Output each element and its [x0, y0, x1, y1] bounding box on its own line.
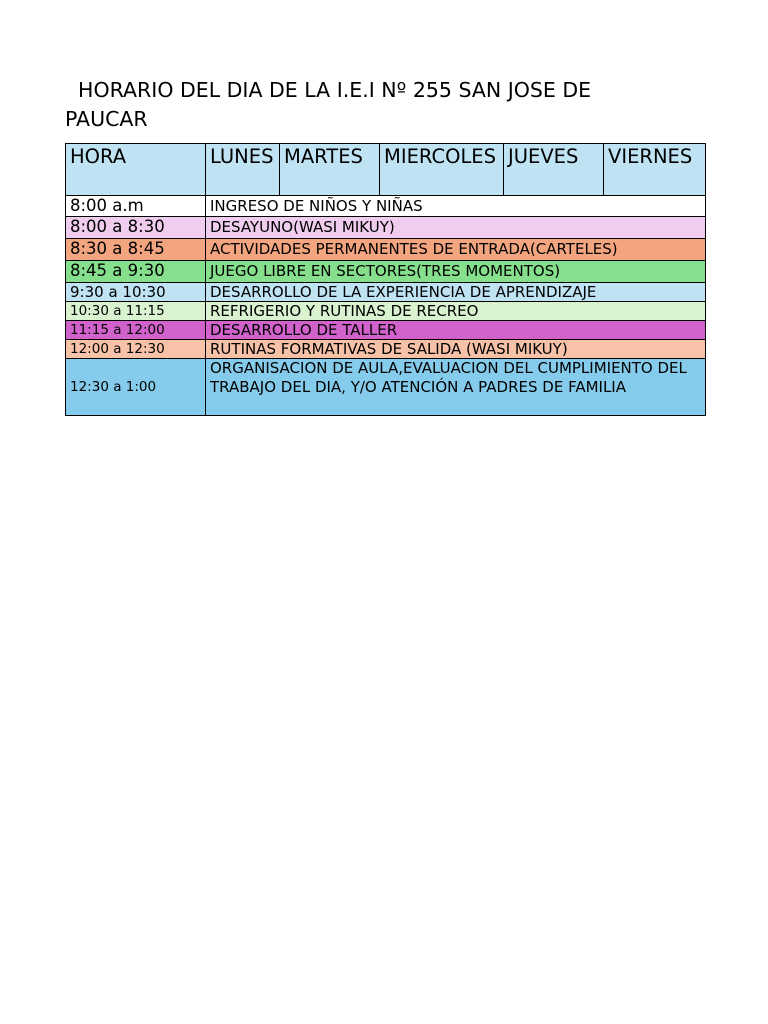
table-row — [66, 196, 706, 217]
row-activity: DESARROLLO DE TALLER — [206, 321, 706, 340]
header-jueves: JUEVES — [504, 144, 604, 196]
row-activity: ORGANISACION DE AULA,EVALUACION DEL CUMPLIMIENTO DEL TRABAJO DEL DIA, Y/O ATENCIÓN A PADRES DE FAMILIA — [206, 359, 706, 416]
row-activity: REFRIGERIO Y RUTINAS DE RECREO — [206, 302, 706, 321]
row-time: 8:45 a 9:30 — [66, 261, 206, 283]
header-hora: HORA — [66, 144, 206, 196]
header-row — [66, 144, 706, 196]
schedule-table — [65, 143, 706, 416]
table-row — [66, 239, 706, 261]
row-time: 12:00 a 12:30 — [66, 340, 206, 359]
table-row — [66, 283, 706, 302]
row-time: 12:30 a 1:00 — [66, 359, 206, 416]
header-miercoles: MIERCOLES — [380, 144, 504, 196]
row-activity: ACTIVIDADES PERMANENTES DE ENTRADA(CARTELES) — [206, 239, 706, 261]
row-time: 9:30 a 10:30 — [66, 283, 206, 302]
table-row — [66, 217, 706, 239]
row-time: 8:00 a.m — [66, 196, 206, 217]
header-lunes: LUNES — [206, 144, 280, 196]
row-time: 11:15 a 12:00 — [66, 321, 206, 340]
row-activity: JUEGO LIBRE EN SECTORES(TRES MOMENTOS) — [206, 261, 706, 283]
document-title: HORARIO DEL DIA DE LA I.E.I Nº 255 SAN JOSE DE PAUCAR — [65, 78, 598, 131]
table-row — [66, 302, 706, 321]
table-row — [66, 340, 706, 359]
row-time: 10:30 a 11:15 — [66, 302, 206, 321]
table-row — [66, 261, 706, 283]
table-row — [66, 359, 706, 416]
row-activity: DESAYUNO(WASI MIKUY) — [206, 217, 706, 239]
row-time: 8:00 a 8:30 — [66, 217, 206, 239]
row-time: 8:30 a 8:45 — [66, 239, 206, 261]
table-row — [66, 321, 706, 340]
header-martes: MARTES — [280, 144, 380, 196]
row-activity: DESARROLLO DE LA EXPERIENCIA DE APRENDIZAJE — [206, 283, 706, 302]
header-viernes: VIERNES — [604, 144, 706, 196]
row-activity: INGRESO DE NIÑOS Y NIÑAS — [206, 196, 706, 217]
row-activity: RUTINAS FORMATIVAS DE SALIDA (WASI MIKUY) — [206, 340, 706, 359]
